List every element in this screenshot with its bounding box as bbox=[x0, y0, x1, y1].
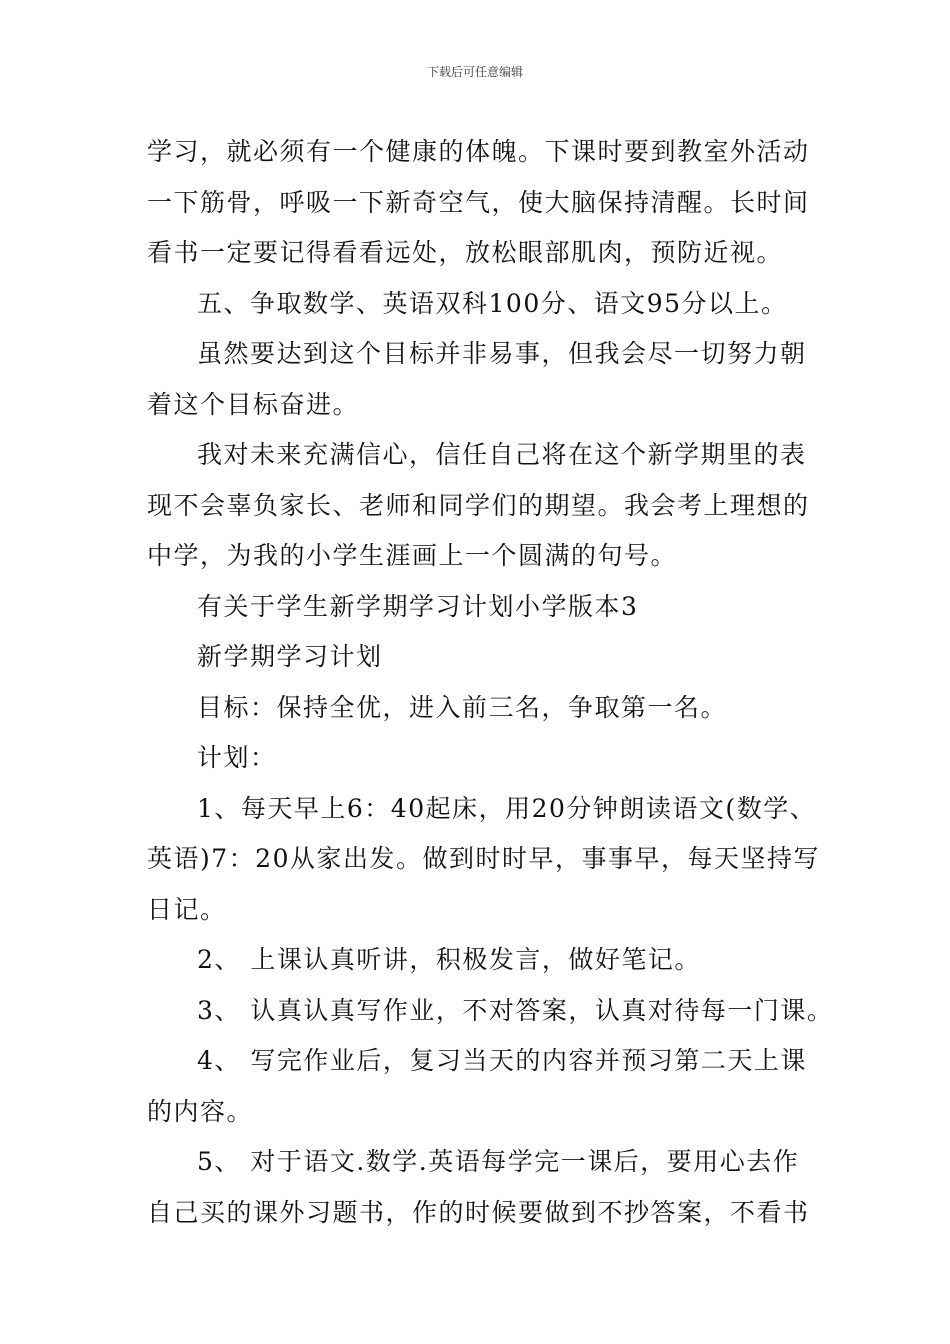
text-line: 目标：保持全优，进入前三名，争取第一名。 bbox=[197, 692, 728, 722]
text-line: 看书一定要记得看看远处，放松眼部肌肉，预防近视。 bbox=[147, 238, 784, 267]
plan-item-3 bbox=[147, 986, 834, 1037]
text-line: 日记。 bbox=[147, 894, 227, 924]
plan-item-4 bbox=[147, 1036, 807, 1137]
text-line: 中学，为我的小学生涯画上一个圆满的句号。 bbox=[147, 541, 678, 570]
text-line: 有关于学生新学期学习计划小学版本3 bbox=[197, 591, 639, 621]
text-line: 英语)7：20从家出发。做到时时早，事事早，每天坚持写 bbox=[147, 844, 820, 873]
plan-label bbox=[147, 733, 807, 784]
document-body bbox=[147, 127, 834, 1238]
plan-goal bbox=[147, 683, 807, 734]
plan-item-5 bbox=[147, 1137, 810, 1238]
section-heading bbox=[147, 582, 807, 633]
text-line: 新学期学习计划 bbox=[197, 642, 383, 671]
text-line: 自己买的课外习题书，作的时候要做到不抄答案，不看书 bbox=[147, 1197, 810, 1227]
text-line: 着这个目标奋进。 bbox=[147, 389, 360, 419]
text-line: 学习，就必须有一个健康的体魄。下课时要到教室外活动 bbox=[147, 137, 810, 166]
text-line: 一下筋骨，呼吸一下新奇空气，使大脑保持清醒。长时间 bbox=[147, 187, 810, 217]
plan-title bbox=[147, 632, 807, 683]
page-header: 下载后可任意编辑 bbox=[426, 65, 523, 79]
text-line: 1、每天早上6：40起床，用20分钟朗读语文(数学、 bbox=[197, 793, 817, 823]
text-line: 5、 对于语文.数学.英语每学完一课后，要用心去作 bbox=[197, 1147, 800, 1176]
plan-item-1 bbox=[147, 784, 820, 936]
text-line: 4、 写完作业后，复习当天的内容并预习第二天上课 bbox=[197, 1046, 807, 1075]
paragraph-confidence bbox=[147, 430, 810, 582]
paragraph-effort bbox=[147, 329, 807, 430]
text-line: 现不会辜负家长、老师和同学们的期望。我会考上理想的 bbox=[147, 490, 810, 520]
paragraph-health bbox=[147, 127, 810, 279]
plan-item-2 bbox=[147, 935, 807, 986]
text-line: 虽然要达到这个目标并非易事，但我会尽一切努力朝 bbox=[197, 339, 807, 368]
text-line: 计划： bbox=[197, 743, 277, 772]
text-line: 的内容。 bbox=[147, 1096, 254, 1126]
text-line: 2、 上课认真听讲，积极发言，做好笔记。 bbox=[197, 945, 701, 974]
text-line: 3、 认真认真写作业，不对答案，认真对待每一门课。 bbox=[197, 995, 834, 1025]
text-line: 五、争取数学、英语双科100分、语文95分以上。 bbox=[197, 288, 788, 318]
text-line: 我对未来充满信心，信任自己将在这个新学期里的表 bbox=[197, 440, 807, 469]
paragraph-goal-five bbox=[147, 279, 807, 330]
